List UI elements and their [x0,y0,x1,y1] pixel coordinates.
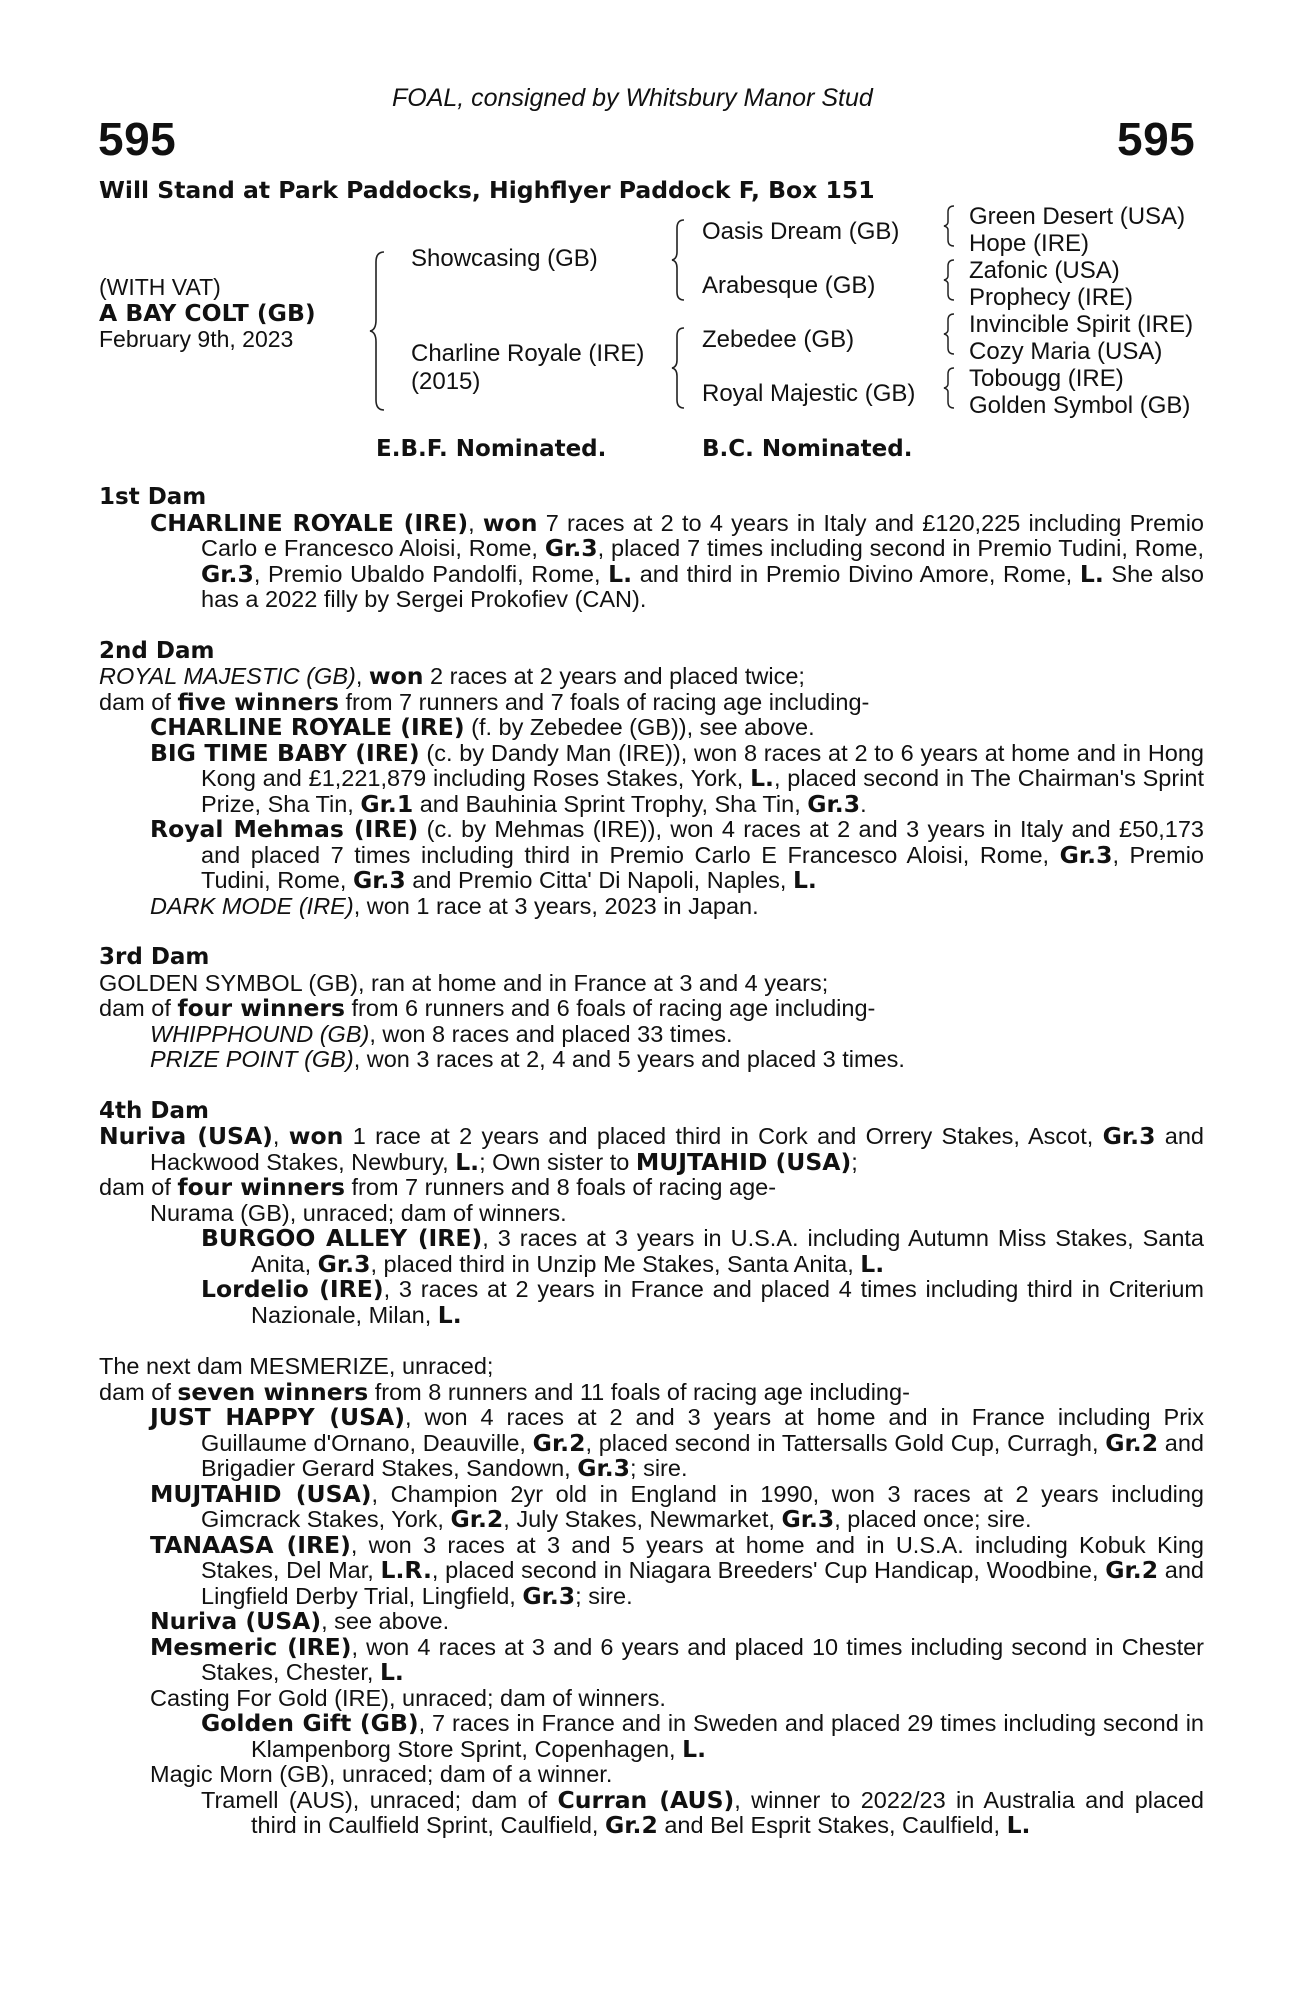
grade-label: Gr.3 [201,559,254,588]
grade-label: Gr.1 [360,789,414,818]
grade-label: Gr.2 [604,1811,658,1839]
text-run: , won 3 races at 2, 4 and 5 years and placed 3 times. [353,1046,905,1072]
produce-name: Lordelio (IRE) [201,1275,384,1303]
text-run: , won 4 races at 2 and 3 years at home and in France including Prix Guillaume d'Ornano, Deauville, [201,1404,1205,1456]
first-dam-paragraph: CHARLINE ROYALE (IRE), won 7 races at 2 to 4 years in Italy and £120,225 including Premio Carlo e Francesco Aloisi, Rome, Gr.3, placed 7 times including second in Premio Tudini, Rome, Gr.3, Premio Ubaldo Pandolfi, Rome, L. and third in Premio Divino Amore, Rome, L. She also has a 2022 filly by Sergei Prokofiev (CAN). [150,508,1205,612]
consignor-line: FOAL, consigned by Whitsbury Manor Stud [392,84,873,112]
pedigree-brace-g1 [942,204,960,248]
text-run: , won 1 race at 3 years, 2023 in Japan. [353,892,759,919]
third-dam-heading: 3rd Dam [99,944,210,970]
catalogue-body [99,485,1204,1839]
won-label: won [288,1122,344,1150]
grade-label: Gr.3 [577,1454,631,1482]
text-run: dam of [99,688,178,715]
produce-entry: Casting For Gold (IRE), unraced; dam of winners. [150,1684,666,1711]
text-run: Tramell (AUS), unraced; dam of [201,1786,558,1813]
grade-label: L. [455,1147,480,1176]
produce-entry [99,817,1204,894]
grade-label: L. [860,1249,885,1278]
text-run: 1 race at 2 years and placed third in Cork and Orrery Stakes, Ascot, [343,1123,1103,1149]
grade-label: L. [682,1734,707,1763]
won-label: won [482,508,538,537]
fourth-dam-name: Nuriva (USA) [99,1122,273,1150]
produce-name: PRIZE POINT (GB) [150,1046,354,1072]
produce-entry [99,1022,1204,1048]
text-run: ; Own sister to [479,1148,636,1175]
second-dam-produce-line [99,687,1204,716]
text-run: , placed 7 times including second in Premio Tudini, Rome, [597,535,1205,561]
winners-count: seven winners [177,1377,369,1406]
produce-entry [99,1047,1204,1073]
dam-sire-name: Zebedee (GB) [702,326,855,353]
second-dam-line: ROYAL MAJESTIC (GB), won 2 races at 2 years and placed twice; [99,662,805,690]
text-run: and third in Premio Divino Amore, Rome, [632,560,1080,587]
grade-label: Gr.3 [1102,1122,1156,1150]
grade-label: Gr.3 [781,1505,835,1533]
g3-name-7: Tobougg (IRE) [969,365,1124,392]
produce-name: Nuriva (USA) [150,1607,322,1635]
dam-year: (2015) [411,368,481,395]
pedigree-brace-sire [670,218,690,302]
winners-count: four winners [177,1173,345,1201]
sire-name: Showcasing (GB) [411,245,598,272]
pedigree-brace-g2 [942,258,960,302]
grade-label: Gr.3 [522,1581,576,1610]
produce-entry: Nurama (GB), unraced; dam of winners. [150,1199,567,1226]
grade-label: L. [792,866,817,894]
text-run: and Premio Citta' Di Napoli, Naples, [405,867,793,893]
text-run: dam of [99,1174,178,1200]
grade-label: Gr.3 [807,789,861,818]
vat-label: (WITH VAT) [99,274,221,300]
text-run: , 3 races at 3 years in U.S.A. including Autumn Miss Stakes, Santa Anita, [251,1225,1204,1277]
pedigree-brace-main [368,250,390,412]
next-dam-line: The next dam MESMERIZE, unraced; [99,1353,494,1379]
text-run: , placed second in Niagara Breeders' Cup Handicap, Woodbine, [431,1557,1106,1583]
text-run: dam of [99,995,178,1021]
sibling-name: MUJTAHID (USA) [635,1147,852,1176]
sire-dam-name: Arabesque (GB) [702,272,876,299]
grade-label: L. [1079,559,1104,588]
pedigree-brace-g3 [942,312,960,356]
text-run: and Bauhinia Sprint Trophy, Sha Tin, [413,790,808,817]
first-dam-heading: 1st Dam [99,484,207,510]
text-run: from 8 runners and 11 foals of racing age including- [368,1378,910,1405]
produce-name: BURGOO ALLEY (IRE) [201,1224,483,1252]
text-run: ; [851,1148,858,1175]
grade-label: Gr.2 [1105,1556,1159,1584]
text-run: , placed once; sire. [834,1506,1032,1532]
produce-name: Curran (AUS) [557,1785,735,1814]
produce-entry [99,1530,1204,1610]
text-run: ; sire. [575,1582,633,1609]
text-run: from 7 runners and 8 foals of racing age- [345,1174,777,1200]
produce-entry [99,894,1204,920]
produce-entry [99,1785,1204,1839]
lot-number-left: 595 [98,113,177,165]
text-run: , Champion 2yr old in England in 1990, won 3 races at 2 years including Gimcrack Stakes, York, [201,1480,1204,1532]
ebf-nomination: E.B.F. Nominated. [376,436,607,462]
text-run: , placed third in Unzip Me Stakes, Santa Anita, [370,1250,861,1277]
g3-name-2: Hope (IRE) [969,230,1090,257]
grade-label: Gr.3 [352,866,406,894]
produce-entry [99,1632,1204,1686]
text-run: , won 4 races at 3 and 6 years and placed 10 times including second in Chester Stakes, Chester, [201,1633,1204,1685]
text-run: , 3 races at 2 years in France and placed 4 times including third in Criterium Nazionale, Milan, [251,1276,1205,1328]
text-run: She also has a 2022 filly by Sergei Prokofiev (CAN). [201,560,1204,612]
horse-name: A BAY COLT (GB) [99,299,316,327]
text-run: 7 races at 2 to 4 years in Italy and £120,225 including Premio Carlo e Francesco Aloisi, Rome, [201,509,1204,561]
g3-name-5: Invincible Spirit (IRE) [969,311,1194,338]
produce-entry [99,715,1204,741]
grade-label: L. [608,559,633,588]
third-dam-produce-line [99,996,1204,1022]
lot-number-right: 595 [1117,113,1196,165]
text-run: , won 8 races and placed 33 times. [369,1020,733,1047]
fourth-dam-line: Nuriva (USA), won 1 race at 2 years and placed third in Cork and Orrery Stakes, Ascot, Gr.3 and Hackwood Stakes, Newbury, L.; Own sister to MUJTAHID (USA); [99,1122,1204,1176]
grade-label: Gr.3 [1059,840,1113,869]
fourth-dam-heading: 4th Dam [99,1097,209,1124]
text-run: , July Stakes, Newmarket, [503,1506,782,1532]
grade-label: Gr.2 [1105,1428,1159,1457]
grade-label: L. [1006,1811,1031,1839]
dam-name: Charline Royale (IRE) [411,340,645,367]
produce-entry [99,1479,1204,1533]
text-run: , Premio Ubaldo Pandolfi, Rome, [253,560,609,587]
text-run: and Bel Esprit Stakes, Caulfield, [657,1812,1007,1838]
dam-dam-name: Royal Majestic (GB) [702,380,916,407]
grade-label: Gr.2 [532,1428,586,1457]
pedigree-brace-g4 [942,366,960,410]
second-dam-name: ROYAL MAJESTIC (GB) [99,663,356,689]
first-dam-name: CHARLINE ROYALE (IRE) [150,508,469,537]
text-run: , won 3 races at 3 and 5 years at home and in U.S.A. including Kobuk King Stakes, Del Mar, [201,1531,1204,1583]
text-run: from 6 runners and 6 foals of racing age including- [345,995,876,1021]
foaling-date: February 9th, 2023 [99,326,294,352]
grade-label: Gr.2 [450,1505,504,1533]
winners-count: four winners [177,994,345,1022]
text-run: , Premio Tudini, Rome, [201,841,1204,893]
produce-name: Mesmeric (IRE) [150,1632,352,1661]
produce-name: CHARLINE ROYALE (IRE) [150,713,465,741]
text-run: (f. by Zebedee (GB)), see above. [464,714,815,740]
produce-name: TANAASA (IRE) [150,1530,351,1559]
produce-name: WHIPPHOUND (GB) [150,1020,370,1047]
produce-name: Royal Mehmas (IRE) [150,815,419,843]
sire-sire-name: Oasis Dream (GB) [702,218,900,245]
text-run: and Lingfield Derby Trial, Lingfield, [201,1557,1204,1609]
text-run: , see above. [321,1608,450,1634]
g3-name-1: Green Desert (USA) [969,203,1186,230]
g3-name-8: Golden Symbol (GB) [969,392,1191,419]
g3-name-6: Cozy Maria (USA) [969,338,1163,365]
produce-entry [99,1711,1204,1762]
text-run: from 7 runners and 7 foals of racing age including- [338,688,870,715]
text-run: dam of [99,1378,178,1405]
produce-name: DARK MODE (IRE) [150,892,354,919]
produce-name: Golden Gift (GB) [201,1709,419,1737]
grade-label: L. [379,1658,404,1686]
text-run: and Brigadier Gerard Stakes, Sandown, [201,1429,1204,1481]
text-run: . [860,790,867,817]
produce-entry [99,1226,1204,1277]
text-run: (c. by Dandy Man (IRE)), won 8 races at 2 to 6 years at home and in Hong Kong and £1,221,879 including Roses Stakes, York, [201,739,1204,791]
text-run: , 7 races in France and in Sweden and placed 29 times including second in Klampenborg Store Sprint, Copenhagen, [251,1710,1204,1762]
produce-entry [99,1609,1204,1635]
text-run: , placed second in Tattersalls Gold Cup, Curragh, [585,1429,1106,1456]
grade-label: L.R. [380,1556,432,1584]
produce-name: JUST HAPPY (USA) [150,1403,405,1431]
text-run: (c. by Mehmas (IRE)), won 4 races at 2 and 3 years in Italy and £50,173 and placed 7 times including third in Premio Carlo E Francesco Aloisi, Rome, [201,816,1205,868]
grade-label: L. [437,1300,462,1329]
third-dam-line: GOLDEN SYMBOL (GB), ran at home and in France at 3 and 4 years; [99,969,829,996]
next-dam-produce-line [99,1377,1204,1406]
produce-name: BIG TIME BABY (IRE) [150,738,420,767]
text-run: ; sire. [630,1455,688,1481]
grade-label: Gr.3 [544,534,598,562]
text-run: , placed second in The Chairman's Sprint Prize, Sha Tin, [201,765,1204,817]
bc-nomination: B.C. Nominated. [702,436,913,462]
winners-count: five winners [177,687,339,716]
location-line: Will Stand at Park Paddocks, Highflyer Paddock F, Box 151 [99,176,875,204]
grade-label: L. [750,764,774,792]
produce-name: MUJTAHID (USA) [150,1479,372,1508]
produce-entry [99,1277,1204,1328]
produce-entry [99,738,1204,818]
g3-name-3: Zafonic (USA) [969,257,1120,284]
g3-name-4: Prophecy (IRE) [969,284,1134,311]
produce-entry: Magic Morn (GB), unraced; dam of a winner. [150,1761,613,1787]
won-label: won [368,662,424,690]
second-dam-heading: 2nd Dam [99,637,215,664]
text-run: 2 races at 2 years and placed twice; [423,663,805,689]
pedigree-brace-dam [670,326,690,410]
fourth-dam-produce-line [99,1175,1204,1201]
produce-entry [99,1405,1204,1482]
text-run: and Hackwood Stakes, Newbury, [150,1123,1204,1175]
text-run: , winner to 2022/23 in Australia and placed third in Caulfield Sprint, Caulfield, [251,1786,1204,1838]
grade-label: Gr.3 [317,1249,371,1278]
